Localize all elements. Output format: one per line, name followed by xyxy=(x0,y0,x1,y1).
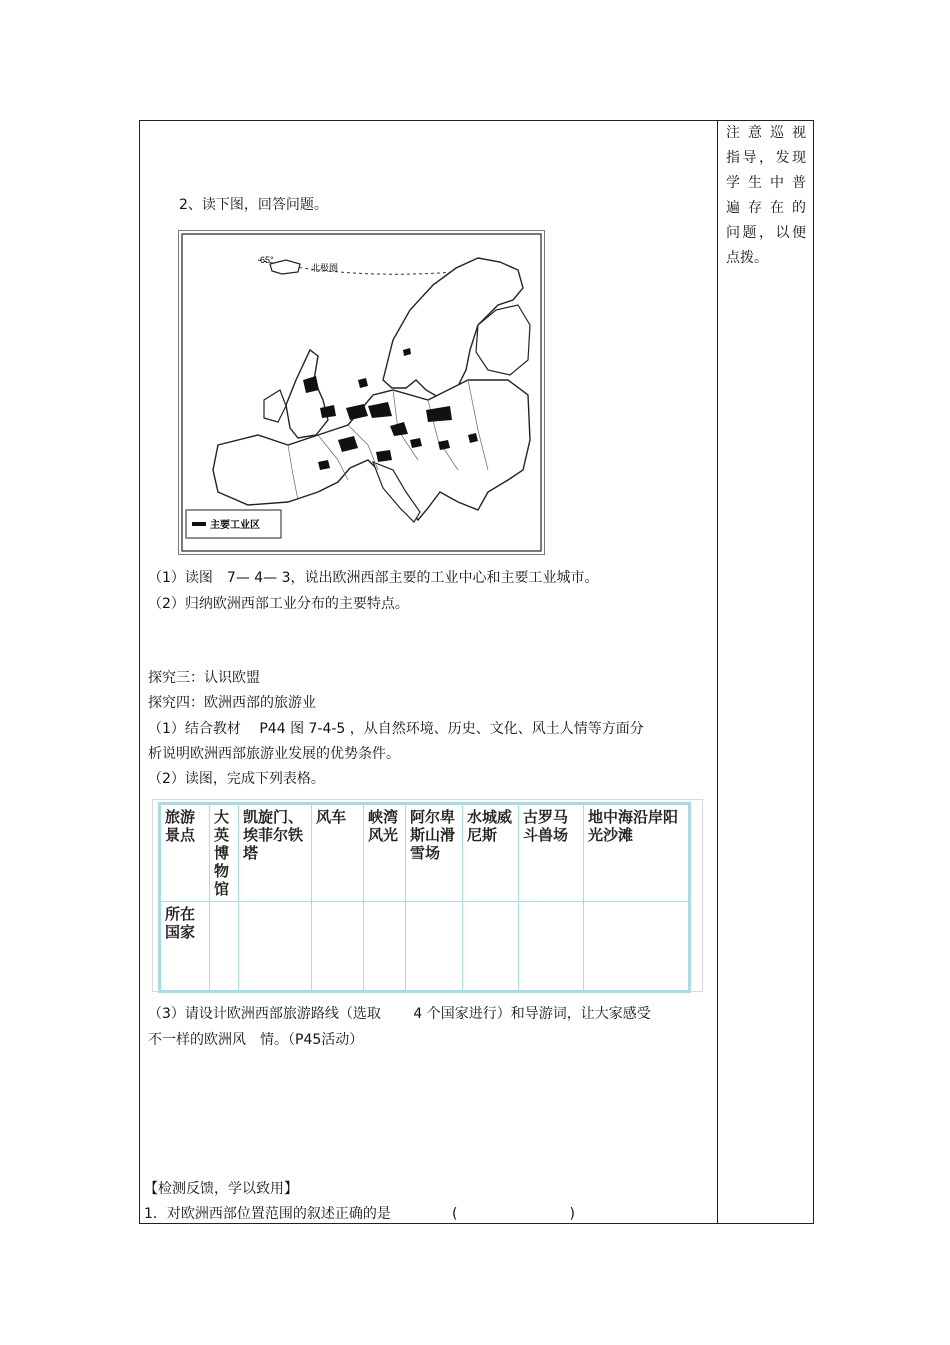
table-cell: 凯旋门、埃菲尔铁塔 xyxy=(239,804,312,902)
table-cell: 古罗马斗兽场 xyxy=(519,804,584,902)
explore-4-item-1-line-2: 析说明欧洲西部旅游业发展的优势条件。 xyxy=(148,746,400,762)
arctic-circle-label: 北极圈 xyxy=(311,263,339,273)
explore-3-title: 探究三：认识欧盟 xyxy=(148,670,260,686)
teacher-note-line: 问题，以便 xyxy=(726,225,806,241)
table-header-cell: 旅游景点 xyxy=(160,804,210,902)
teacher-note-line: 遍存在的 xyxy=(726,200,806,216)
europe-industry-map xyxy=(178,230,545,555)
table-row xyxy=(160,902,690,992)
table-answer-cell[interactable] xyxy=(312,902,364,992)
table-header-cell: 所在国家 xyxy=(160,902,210,992)
latitude-label: 65° xyxy=(260,255,274,265)
column-divider xyxy=(717,120,718,1224)
table-cell: 地中海沿岸阳光沙滩 xyxy=(584,804,690,902)
quiz-question-1: 1．对欧洲西部位置范围的叙述正确的是 xyxy=(144,1206,391,1222)
table-row xyxy=(160,804,690,902)
table-cell: 峡湾风光 xyxy=(364,804,406,902)
table-cell: 水城威尼斯 xyxy=(463,804,519,902)
table-cell: 阿尔卑斯山滑雪场 xyxy=(406,804,463,902)
teacher-note xyxy=(726,121,806,271)
teacher-note-line: 指导，发现 xyxy=(726,150,806,166)
quiz-answer-blank[interactable]: ( ) xyxy=(452,1206,575,1222)
table-cell: 风车 xyxy=(312,804,364,902)
table-answer-cell[interactable] xyxy=(210,902,239,992)
explore-4-item-1-line-1: （1）结合教材 P44 图 7-4-5 ，从自然环境、历史、文化、风土人情等方面分 xyxy=(148,721,644,737)
tourism-table xyxy=(158,802,691,993)
question-2-item-1: （1）读图 7— 4— 3，说出欧洲西部主要的工业中心和主要工业城市。 xyxy=(148,570,599,586)
table-answer-cell[interactable] xyxy=(406,902,463,992)
table-answer-cell[interactable] xyxy=(584,902,690,992)
table-answer-cell[interactable] xyxy=(519,902,584,992)
legend-label: 主要工业区 xyxy=(210,520,260,531)
explore-4-item-2: （2）读图，完成下列表格。 xyxy=(148,771,325,787)
teacher-note-line: 注意巡视 xyxy=(726,125,806,141)
teacher-note-line: 学生中普 xyxy=(726,175,806,191)
table-answer-cell[interactable] xyxy=(239,902,312,992)
legend-symbol xyxy=(192,522,206,526)
question-2-item-2: （2）归纳欧洲西部工业分布的主要特点。 xyxy=(148,596,409,612)
table-cell: 大英博物馆 xyxy=(210,804,239,902)
teacher-note-line: 点拨。 xyxy=(726,250,768,266)
question-2-title: 2、读下图，回答问题。 xyxy=(179,197,328,213)
feedback-title: 【检测反馈，学以致用】 xyxy=(144,1181,298,1197)
explore-4-item-3-line-2: 不一样的欧洲风 情。（P45活动） xyxy=(148,1032,364,1048)
explore-4-title: 探究四：欧洲西部的旅游业 xyxy=(148,695,316,711)
table-answer-cell[interactable] xyxy=(463,902,519,992)
table-answer-cell[interactable] xyxy=(364,902,406,992)
explore-4-item-3-line-1: （3）请设计欧洲西部旅游路线（选取 4 个国家进行）和导游词，让大家感受 xyxy=(148,1006,651,1022)
